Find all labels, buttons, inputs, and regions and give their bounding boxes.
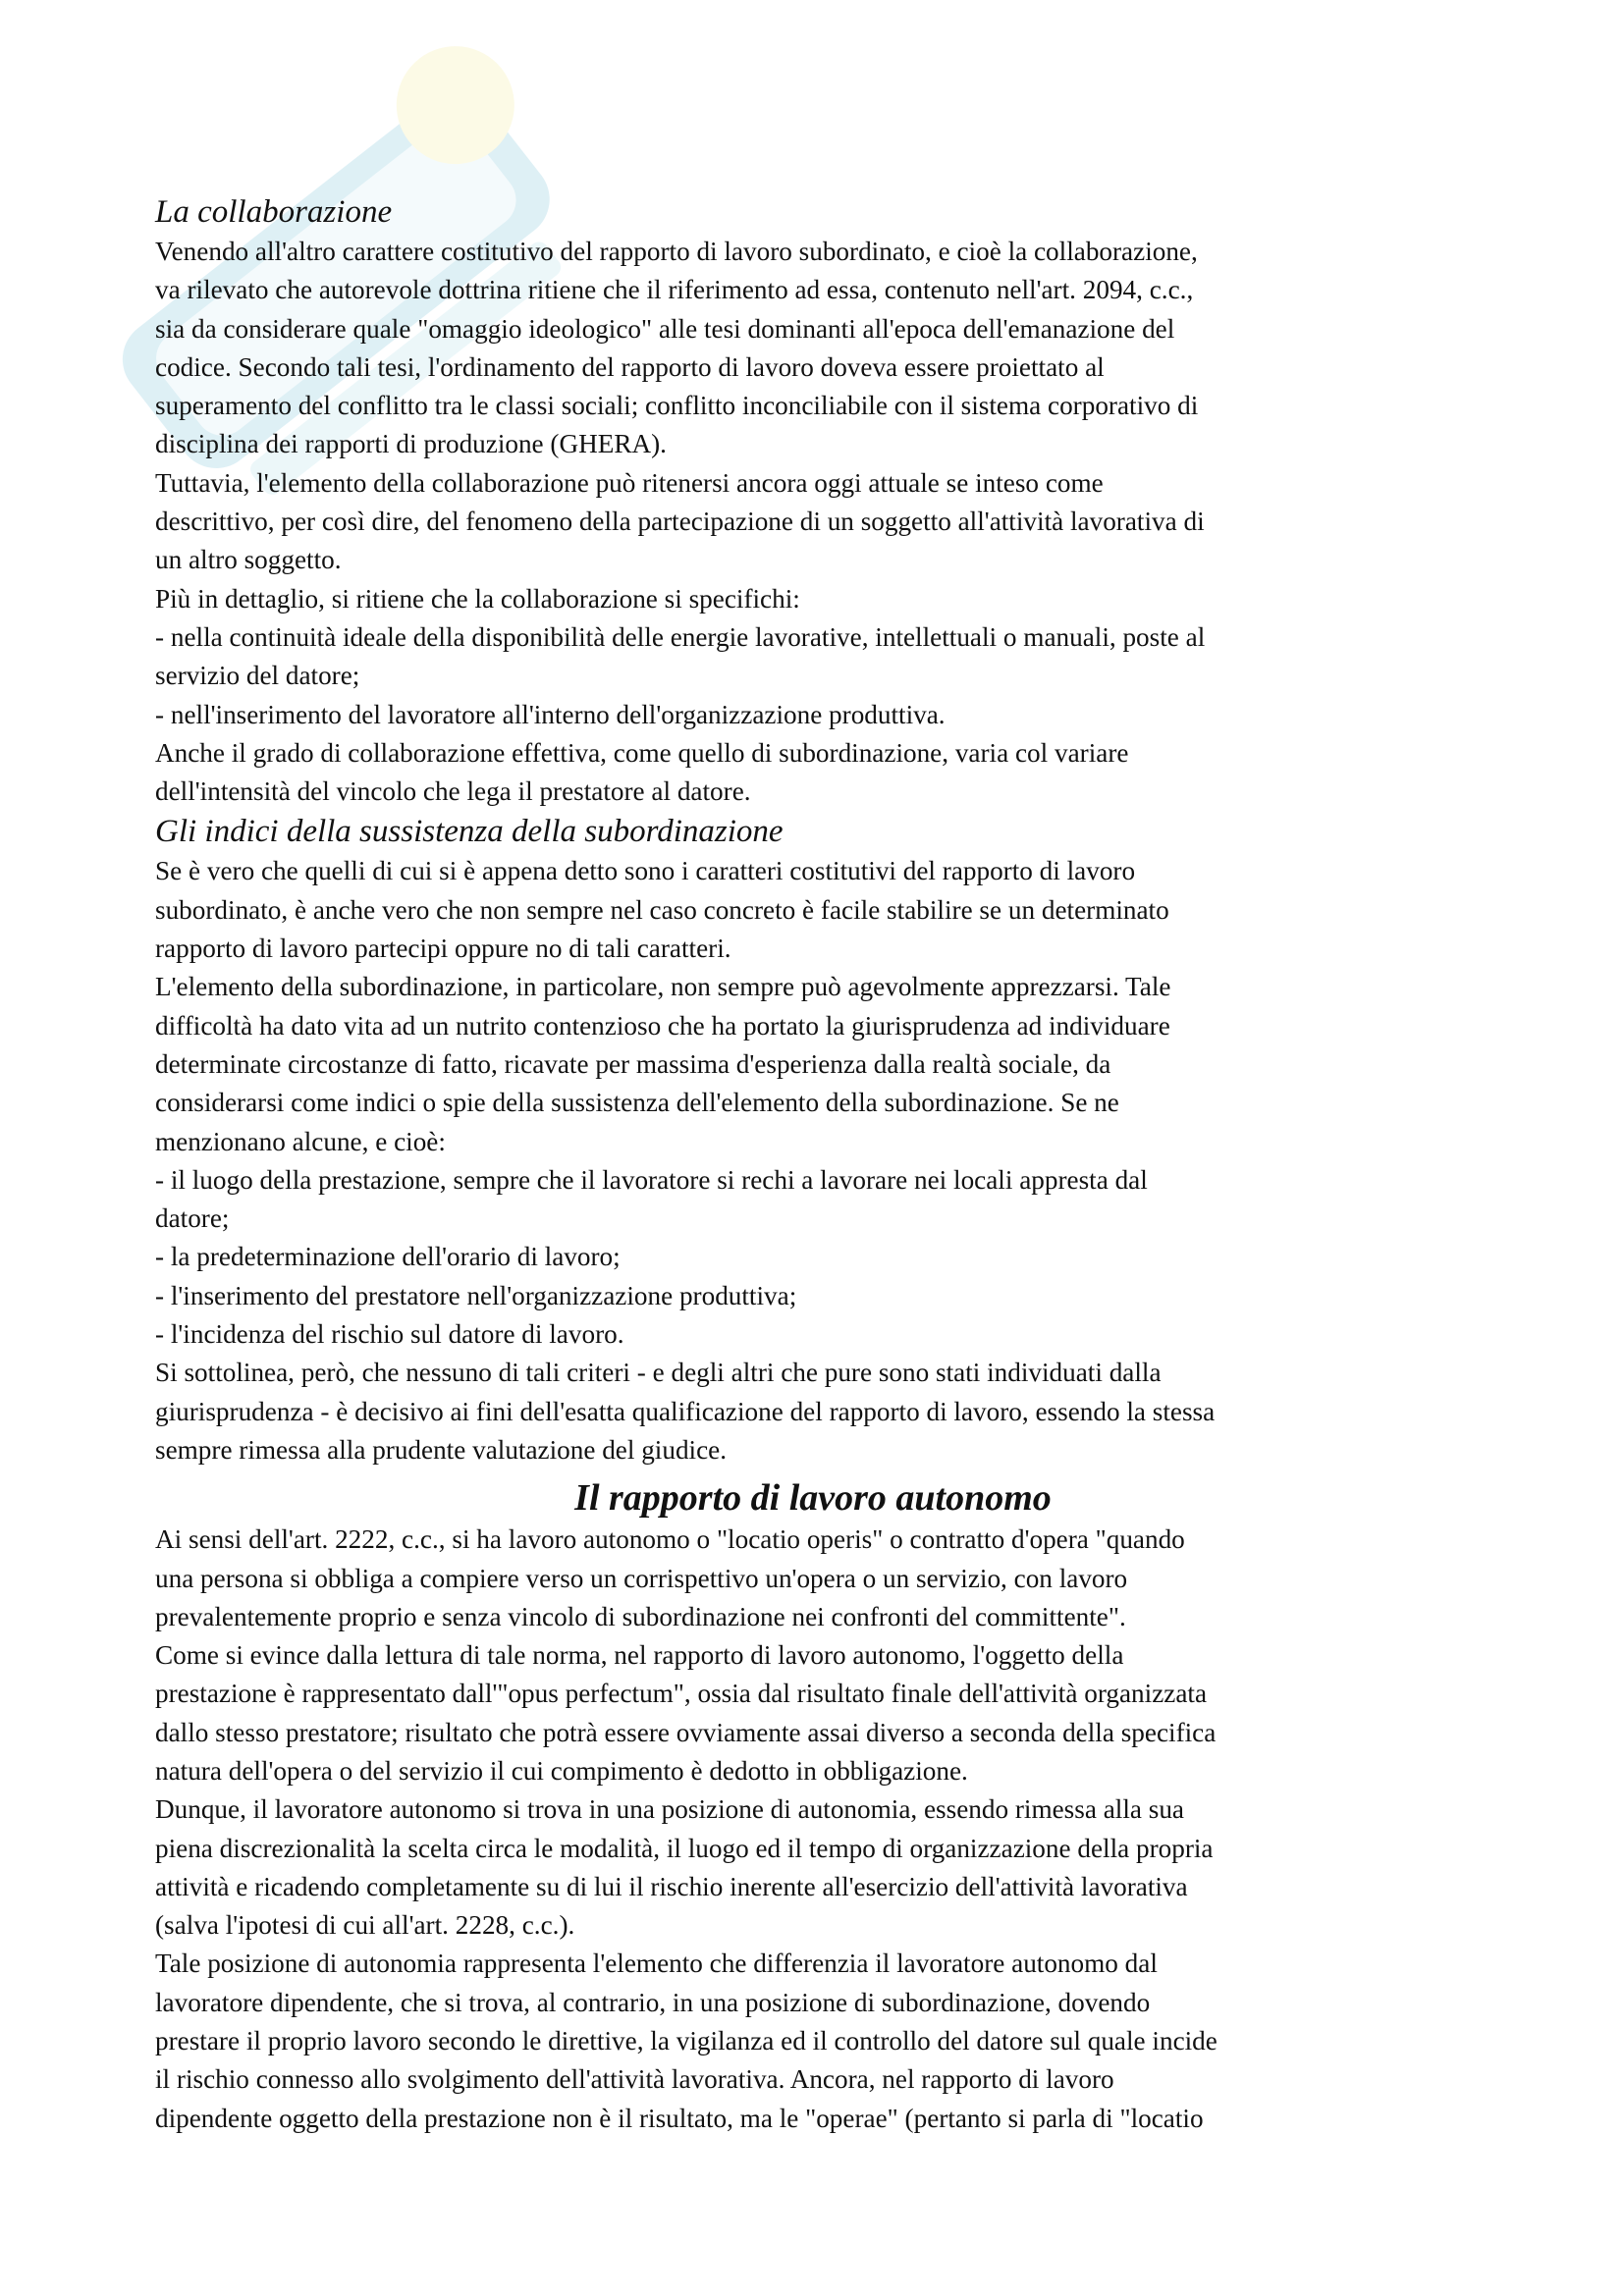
chapter-title: Il rapporto di lavoro autonomo: [574, 1477, 1052, 1520]
text-line: menzionano alcune, e cioè:: [155, 1126, 446, 1156]
text-line: considerarsi come indici o spie della sussistenza dell'elemento della subordinazione. Se ne: [155, 1088, 1119, 1118]
text-line: Tuttavia, l'elemento della collaborazione può ritenersi ancora oggi attuale se inteso come: [155, 467, 1104, 498]
text-line: Dunque, il lavoratore autonomo si trova in una posizione di autonomia, essendo rimessa alla sua: [155, 1794, 1184, 1825]
section-indici-subordinazione: [155, 811, 1471, 1469]
text-line: superamento del conflitto tra le classi sociali; conflitto inconciliabile con il sistema corporativo di: [155, 391, 1199, 421]
text-line: L'elemento della subordinazione, in particolare, non sempre può agevolmente apprezzarsi. Tale: [155, 972, 1171, 1002]
text-line: rapporto di lavoro partecipi oppure no di tali caratteri.: [155, 934, 731, 964]
text-line: (salva l'ipotesi di cui all'art. 2228, c.c.).: [155, 1910, 575, 1941]
text-line: giurisprudenza - è decisivo ai fini dell'esatta qualificazione del rapporto di lavoro, essendo la stessa: [155, 1396, 1216, 1426]
text-line: disciplina dei rapporti di produzione (GHERA).: [155, 429, 667, 459]
text-line: Ai sensi dell'art. 2222, c.c., si ha lavoro autonomo o "locatio operis" o contratto d'opera "quando: [155, 1524, 1185, 1555]
text-line: sia da considerare quale "omaggio ideologico" alle tesi dominanti all'epoca dell'emanazione del: [155, 313, 1175, 344]
text-line: - l'incidenza del rischio sul datore di lavoro.: [155, 1319, 624, 1350]
text-line: piena discrezionalità la scelta circa le modalità, il luogo ed il tempo di organizzazione della propria: [155, 1833, 1214, 1863]
text-line: Venendo all'altro carattere costitutivo del rapporto di lavoro subordinato, e cioè la collaborazione,: [155, 237, 1198, 266]
text-line: - la predeterminazione dell'orario di lavoro;: [155, 1242, 621, 1272]
text-line: Più in dettaglio, si ritiene che la collaborazione si specifichi:: [155, 583, 800, 614]
text-line: datore;: [155, 1203, 230, 1234]
text-line: codice. Secondo tali tesi, l'ordinamento del rapporto di lavoro doveva essere proiettato al: [155, 351, 1105, 382]
text-line: - nell'inserimento del lavoratore all'interno dell'organizzazione produttiva.: [155, 699, 946, 729]
text-line: attività e ricadendo completamente su di lui il rischio inerente all'esercizio dell'attività lavorativa: [155, 1871, 1188, 1901]
text-line: subordinato, è anche vero che non sempre nel caso concreto è facile stabilire se un determinato: [155, 894, 1169, 925]
text-line: sempre rimessa alla prudente valutazione del giudice.: [155, 1434, 728, 1465]
document-page: [155, 191, 1471, 2138]
text-line: un altro soggetto.: [155, 545, 342, 575]
text-line: Si sottolinea, però, che nessuno di tali criteri - e degli altri che pure sono stati individuati dalla: [155, 1358, 1162, 1388]
text-line: servizio del datore;: [155, 661, 360, 691]
text-line: difficoltà ha dato vita ad un nutrito contenzioso che ha portato la giurisprudenza ad individuare: [155, 1010, 1170, 1041]
text-line: prestare il proprio lavoro secondo le direttive, la vigilanza ed il controllo del datore sul quale incide: [155, 2026, 1217, 2056]
text-line: dell'intensità del vincolo che lega il prestatore al datore.: [155, 776, 751, 807]
text-line: lavoratore dipendente, che si trova, al contrario, in una posizione di subordinazione, dovendo: [155, 1987, 1151, 2017]
text-line: Come si evince dalla lettura di tale norma, nel rapporto di lavoro autonomo, l'oggetto della: [155, 1640, 1124, 1671]
text-line: - nella continuità ideale della disponibilità delle energie lavorative, intellettuali o manuali, poste al: [155, 621, 1206, 652]
text-line: - l'inserimento del prestatore nell'organizzazione produttiva;: [155, 1280, 797, 1310]
text-line: Tale posizione di autonomia rappresenta l'elemento che differenzia il lavoratore autonomo dal: [155, 1949, 1158, 1979]
section-body: [155, 233, 1471, 811]
text-line: una persona si obbliga a compiere verso un corrispettivo un'opera o un servizio, con lavoro: [155, 1563, 1128, 1593]
section-body: [155, 1521, 1471, 2138]
section-collaborazione: [155, 191, 1471, 811]
section-heading: Gli indici della sussistenza della subordinazione: [155, 814, 784, 850]
text-line: va rilevato che autorevole dottrina ritiene che il riferimento ad essa, contenuto nell'art. 2094, c.c.,: [155, 275, 1194, 305]
text-line: descrittivo, per così dire, del fenomeno della partecipazione di un soggetto all'attività lavorativa di: [155, 507, 1205, 537]
section-lavoro-autonomo: [155, 1475, 1471, 2138]
text-line: natura dell'opera o del servizio il cui compimento è dedotto in obbligazione.: [155, 1755, 968, 1786]
text-line: prevalentemente proprio e senza vincolo di subordinazione nei confronti del committente".: [155, 1601, 1126, 1631]
text-line: Se è vero che quelli di cui si è appena detto sono i caratteri costitutivi del rapporto di lavoro: [155, 856, 1136, 886]
text-line: - il luogo della prestazione, sempre che il lavoratore si rechi a lavorare nei locali appresta dal: [155, 1164, 1148, 1195]
text-line: Anche il grado di collaborazione effettiva, come quello di subordinazione, varia col variare: [155, 737, 1129, 768]
text-line: determinate circostanze di fatto, ricavate per massima d'esperienza dalla realtà sociale, da: [155, 1048, 1111, 1079]
text-line: dallo stesso prestatore; risultato che potrà essere ovviamente assai diverso a seconda della specifica: [155, 1717, 1217, 1747]
section-heading: La collaborazione: [155, 194, 393, 230]
text-line: il rischio connesso allo svolgimento dell'attività lavorativa. Ancora, nel rapporto di lavoro: [155, 2064, 1114, 2095]
text-line: dipendente oggetto della prestazione non è il risultato, ma le "operae" (pertanto si parla di "locatio: [155, 2103, 1204, 2133]
text-line: prestazione è rappresentato dall'"opus perfectum", ossia dal risultato finale dell'attività organizzata: [155, 1679, 1208, 1709]
section-body: [155, 852, 1471, 1469]
